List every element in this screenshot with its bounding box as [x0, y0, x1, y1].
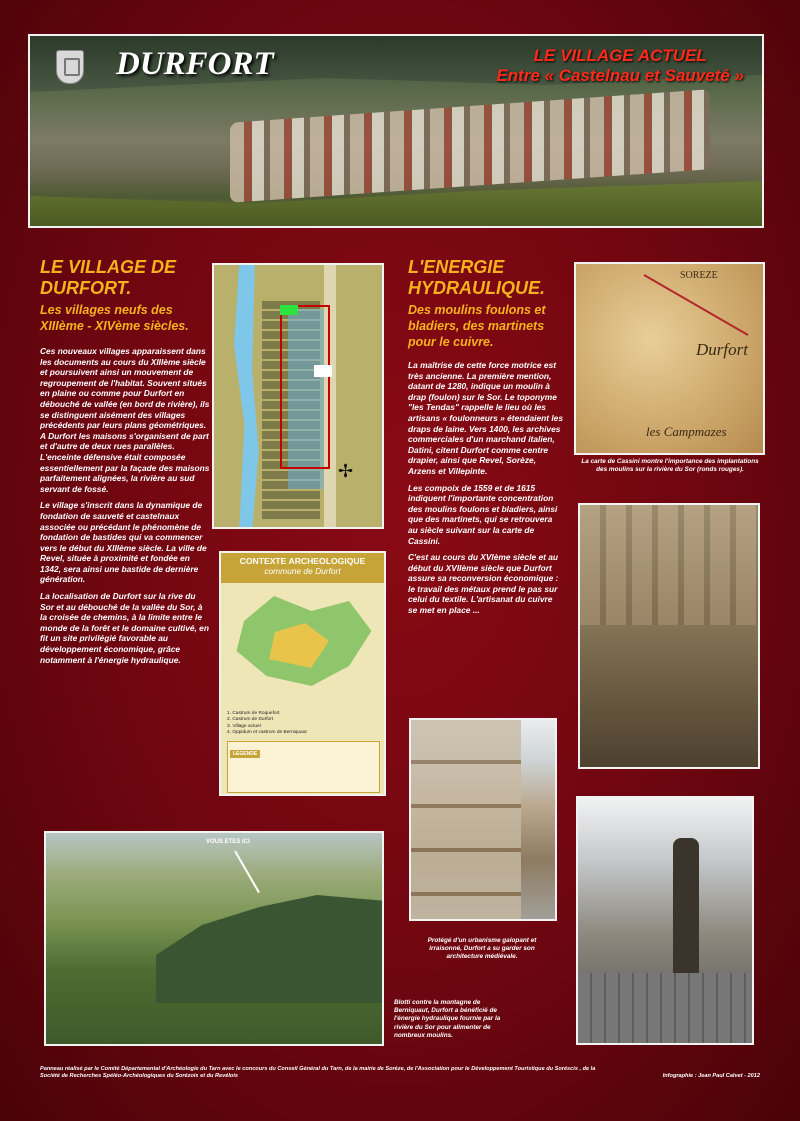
archeo-header	[221, 553, 384, 583]
you-are-here-label: VOUS ETES ICI	[206, 839, 250, 845]
timber-house-facade	[411, 720, 521, 921]
workshop-background	[580, 505, 760, 625]
left-sub-line2: XIIIème - XIVème siècles.	[40, 319, 189, 333]
right-paragraph: La maîtrise de cette force motrice est très ancienne. La première mention, datant de 1280, indique un moulin à drap (foulon) sur le Sor. Le toponyme "les Tendas" rappelle le lieu où les artisans « foulonneurs » étendaient les draps de laine. Vers 1400, les archives commerciales d'un marchand italien, Datini, citent Durfort comme centre drapier, ainsi que Revel, Sorèze, Arzens et Villepinte.	[408, 360, 563, 476]
coat-of-arms-icon	[56, 50, 84, 84]
footer-line2-row	[40, 1073, 760, 1080]
right-heading	[408, 257, 564, 299]
site-item: 4. Oppidum et castrum de Berniquaut	[227, 730, 307, 736]
banner-subtitle-line1: LE VILLAGE ACTUEL	[533, 46, 707, 65]
left-subheading	[40, 302, 210, 334]
old-map-label-campmazes: les Campmazes	[646, 424, 727, 439]
village-outline	[280, 305, 330, 469]
left-section	[40, 257, 210, 671]
left-sub-line1: Les villages neufs des	[40, 303, 173, 317]
right-body	[408, 360, 564, 616]
village-plan-map	[212, 263, 384, 529]
old-map-label-durfort: Durfort	[696, 340, 748, 359]
footer-line2: Société de Recherches Spéléo-Archéologiques du Sorézois et du Revélois	[40, 1073, 239, 1079]
aerial-caption: Blotti contre la montagne de Berniquaut, Durfort a bénéficié de l'énergie hydraulique fournie par la rivière du Sor pour alimenter de nombreux moulins.	[394, 999, 501, 1039]
map-legend	[227, 741, 380, 793]
banner-subtitle	[496, 46, 744, 86]
left-paragraph: La localisation de Durfort sur la rive du Sor et au débouché de la vallée du Sor, à la croisée de chemins, à la limite entre le monde de la forêt et le domaine cultivé, en fit un site privilégié favorable au développement économique, grâce notamment à l'énergie hydraulique.	[40, 591, 209, 665]
river-line	[644, 274, 749, 336]
banner-subtitle-line2: Entre « Castelnau et Sauveté »	[496, 66, 744, 85]
page-title: DURFORT	[116, 46, 274, 82]
medieval-street-photo	[409, 718, 557, 921]
left-heading	[40, 257, 210, 299]
header-banner-photo	[28, 34, 764, 228]
you-are-here-arrow	[234, 851, 260, 894]
archeological-context-map	[219, 551, 386, 796]
old-map-caption: La carte de Cassini montre l'importance des implantations des moulins sur la rivière du Sor (ronds rouges).	[581, 458, 759, 474]
footer-credit: Infographie : Jean Paul Calvet - 2012	[662, 1073, 760, 1079]
pruned-tree	[673, 838, 699, 988]
coppersmith-workshop-photo	[578, 503, 760, 769]
site-list	[227, 711, 307, 737]
footer-credits	[40, 1066, 760, 1080]
left-body	[40, 346, 210, 665]
green-marker	[280, 305, 298, 315]
right-subheading: Des moulins foulons et bladiers, des martinets pour le cuivre.	[408, 303, 546, 349]
archeo-title: CONTEXTE ARCHEOLOGIQUE	[239, 556, 366, 566]
right-paragraph: C'est au cours du XVIème siècle et au début du XVIIème siècle que Durfort assure sa reconversion économique : le travail des métaux prend le pas sur celui du textile. L'artisanat du cuivre se met en place ...	[408, 552, 559, 616]
site-item: 3. Village actuel	[227, 723, 261, 729]
site-item: 2. Castrum de Durfort	[227, 717, 274, 723]
compass-icon: ✢	[338, 461, 354, 481]
right-paragraph: Les compoix de 1559 et de 1615 indiquent l'importante concentration des moulins foulons et bladiers, ainsi que des martinets, qui se retrouvera au siècle suivant sur la carte de Cassini.	[408, 482, 558, 546]
right-heading-line1: L'ENERGIE	[408, 257, 505, 277]
stone-wall	[578, 973, 754, 1043]
archeo-subtitle: commune de Durfort	[264, 566, 341, 576]
site-item: 1. Castrum de Roquefort	[227, 711, 280, 716]
left-heading-line1: LE VILLAGE DE	[40, 257, 177, 277]
street-photo-caption: Protégé d'un urbanisme galopant et irraisonné, Durfort a su garder son architecture médiévale.	[427, 937, 537, 961]
left-paragraph: Ces nouveaux villages apparaissent dans les documents au cours du XIIIème siècle et poursuivent ainsi un mouvement de regroupement de l'habitat. Souvent situés en plaine ou comme pour Durfort en débouché de vallée (en bord de rivière), ils se distinguent aisément des villages précédents par leurs plans géométriques. A Durfort les maisons s'organisent de part et d'autre de deux rues parallèles. L'enceinte défensive était composée essentiellement par la façade des maisons parfaitement alignées, la rivière au sud servant de fossé.	[40, 346, 210, 494]
left-paragraph: Le village s'inscrit dans la dynamique de fondation de sauveté et castelnaux associée ou précédant le phénomène de fondation de bastides qui va commencer vers le début du XIIIème siècle. La ville de Revel, située à proximité et fondée en 1342, sera ainsi une bastide de dernière génération.	[40, 500, 207, 585]
mountain-ridge	[156, 883, 384, 1003]
cassini-map-image	[574, 262, 765, 455]
left-heading-line2: DURFORT.	[40, 278, 132, 298]
right-section	[408, 257, 564, 622]
right-heading-line2: HYDRAULIQUE.	[408, 278, 546, 298]
arrow-icon	[314, 365, 332, 377]
river-shape	[234, 265, 260, 529]
old-map-label-soreze: SOREZE	[680, 270, 718, 281]
footer-line1: Panneau réalisé par le Comité Départemental d'Archéologie du Tarn avec le concours du Conseil Général du Tarn, de la mairie de Sorèze, de l'Association pour le Développement Touristique du Soréscis , de la	[40, 1066, 596, 1072]
legend-header: LEGENDE	[230, 750, 260, 758]
aerial-view-photo	[44, 831, 384, 1046]
village-lane-photo	[576, 796, 754, 1045]
